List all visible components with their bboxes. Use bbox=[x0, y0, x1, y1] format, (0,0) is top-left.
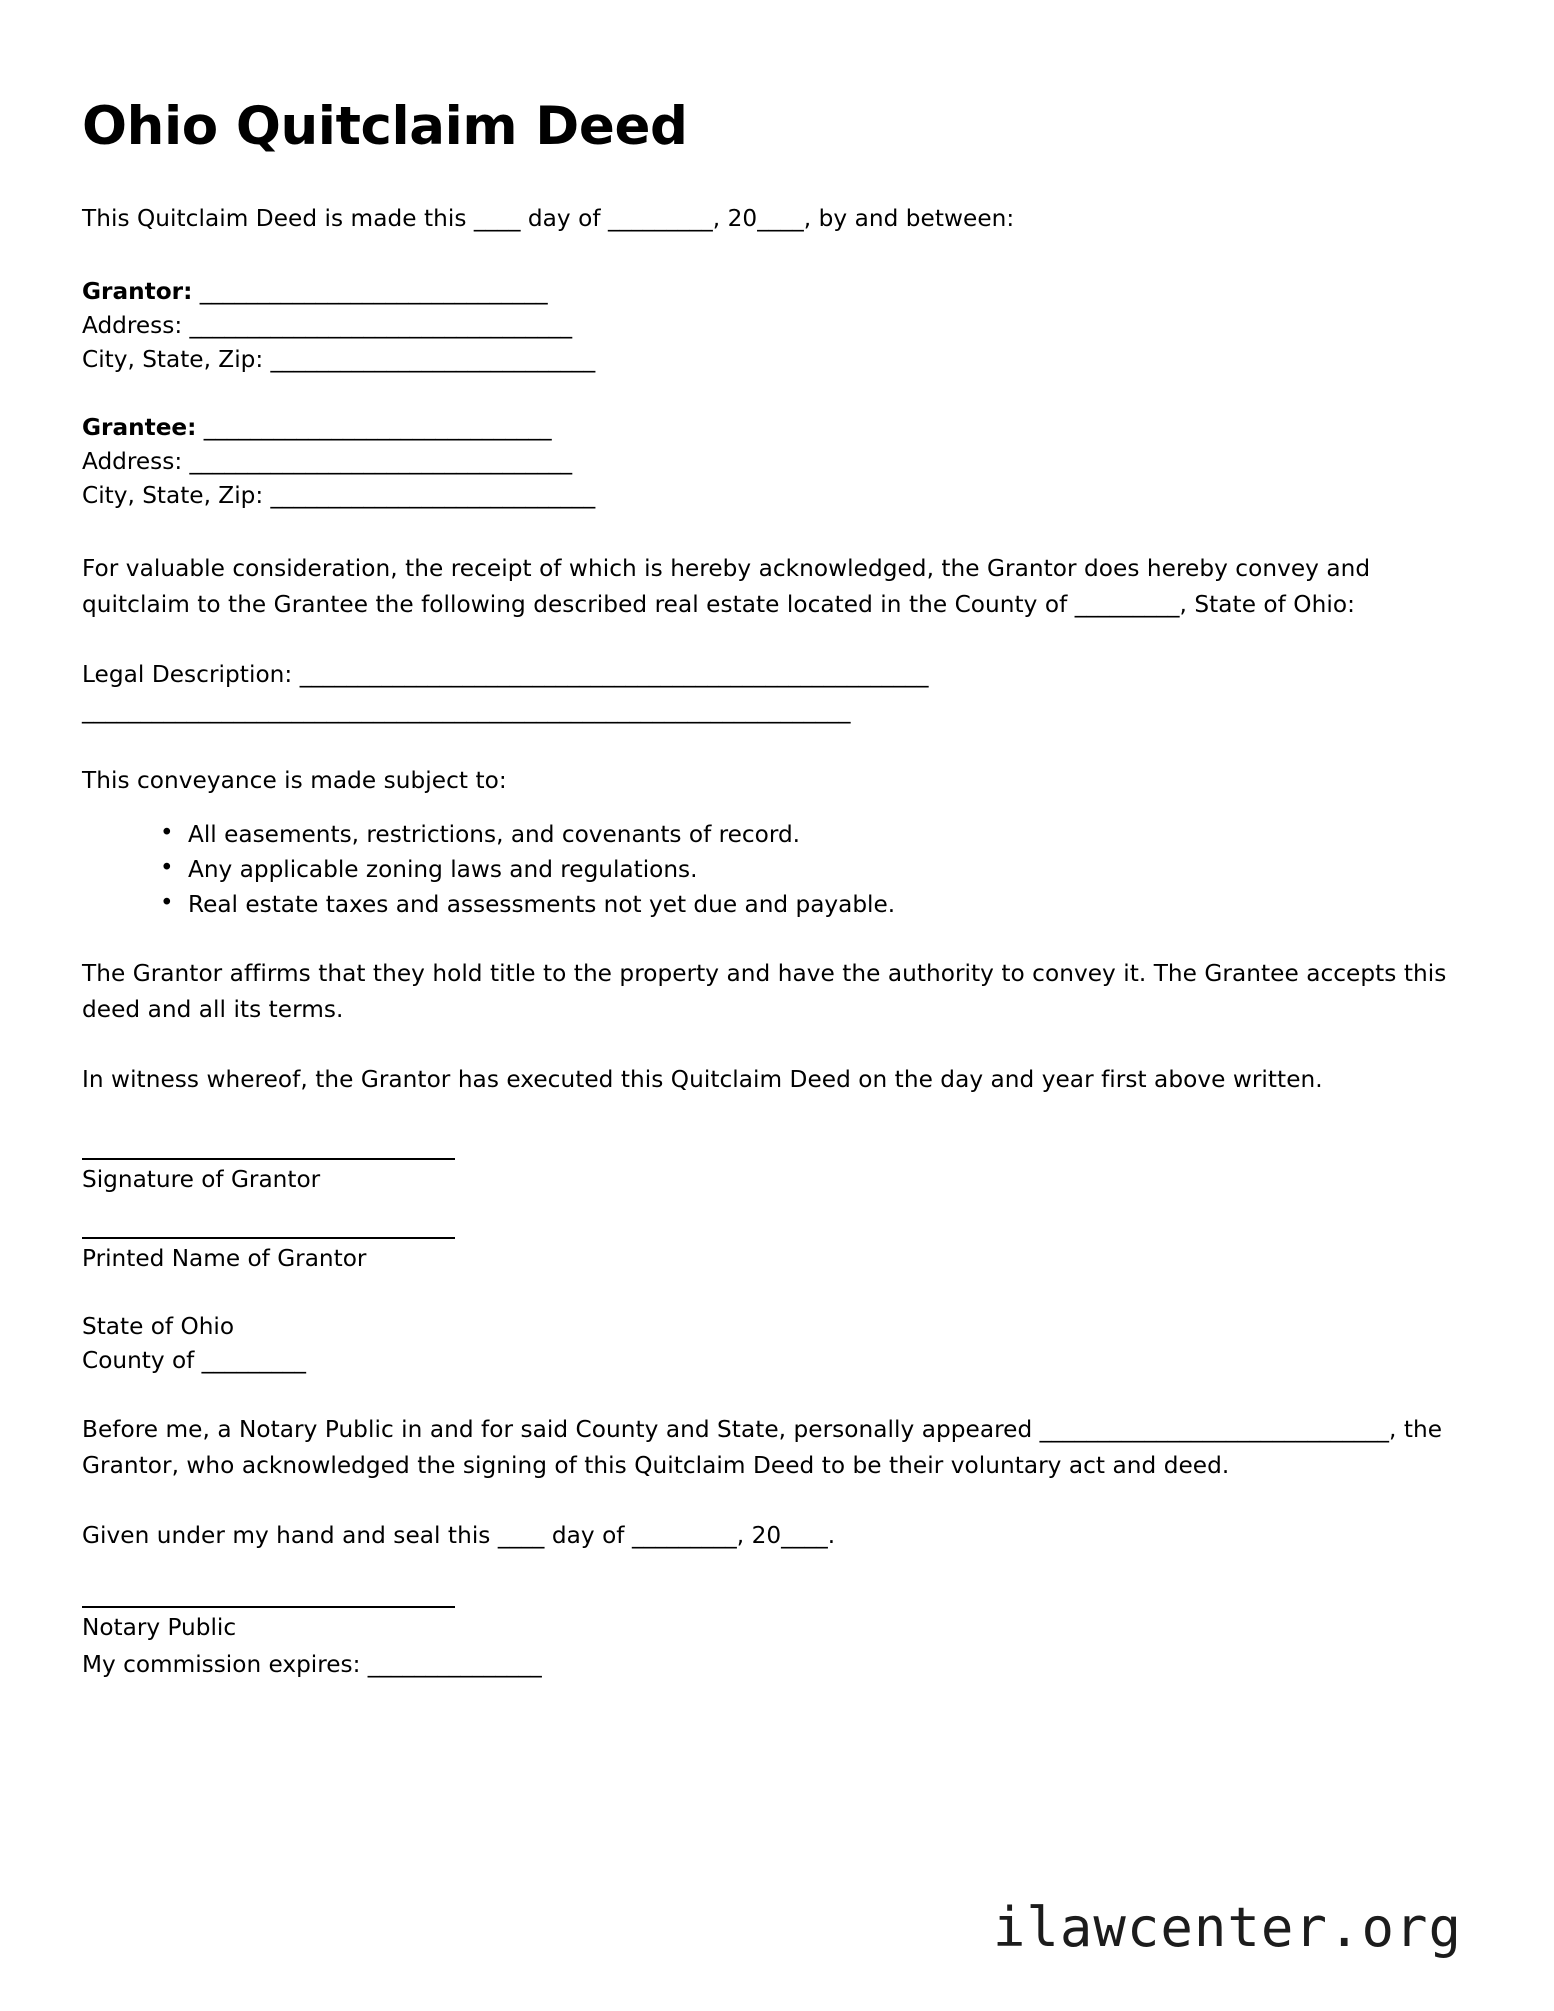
consideration-paragraph: For valuable consideration, the receipt of which is hereby acknowledged, the Grantor does hereby convey and quitclaim to the Grantee the following described real estate located in the County of _________, State of Ohio: bbox=[82, 555, 1371, 618]
grantor-block bbox=[82, 275, 1477, 377]
legal-description-line-2[interactable]: __________________________________________________________________ bbox=[82, 697, 851, 724]
grantee-label: Grantee: bbox=[82, 414, 197, 441]
subject-to-heading: This conveyance is made subject to: bbox=[82, 767, 507, 794]
list-item: • All easements, restrictions, and covenants of record. bbox=[160, 817, 1477, 852]
spacer bbox=[82, 1276, 1477, 1310]
spacer bbox=[82, 1028, 1477, 1062]
grantor-label: Grantor: bbox=[82, 278, 193, 305]
affirmation-paragraph: The Grantor affirms that they hold title to the property and have the authority to convey it. The Grantee accepts this deed and all its terms. bbox=[82, 960, 1447, 1023]
site-watermark: ilawcenter.org bbox=[992, 1896, 1462, 1959]
grantee-name-fill[interactable]: ______________________________ bbox=[196, 414, 552, 441]
notary-commission-line[interactable]: My commission expires: _______________ bbox=[82, 1651, 542, 1678]
notary-acknowledgment-paragraph[interactable]: Before me, a Notary Public in and for said County and State, personally appeared ______________________________, the Grantor, who acknowledged the signing of this Quitclaim Deed to be their voluntary act and deed. bbox=[82, 1416, 1443, 1479]
grantor-printed-name-block bbox=[82, 1237, 1477, 1276]
printed-name-rule[interactable] bbox=[82, 1237, 455, 1239]
notary-seal-line[interactable]: Given under my hand and seal this ____ day of _________, 20____. bbox=[82, 1522, 836, 1549]
subject-to-list bbox=[82, 817, 1477, 922]
spacer bbox=[82, 237, 1477, 275]
spacer bbox=[82, 729, 1477, 763]
notary-caption: Notary Public bbox=[82, 1614, 237, 1641]
grantor-address-line[interactable]: Address: _________________________________ bbox=[82, 312, 573, 339]
list-item: • Real estate taxes and assessments not yet due and payable. bbox=[160, 887, 1477, 922]
notary-state-line: State of Ohio bbox=[82, 1313, 235, 1340]
page-title: Ohio Quitclaim Deed bbox=[82, 96, 688, 157]
spacer bbox=[82, 1484, 1477, 1518]
document-content bbox=[82, 0, 1477, 1682]
grantee-address-line[interactable]: Address: _________________________________ bbox=[82, 448, 573, 475]
spacer bbox=[82, 623, 1477, 657]
spacer bbox=[82, 1378, 1477, 1412]
grantor-city-state-zip-line[interactable]: City, State, Zip: ____________________________ bbox=[82, 346, 596, 373]
spacer bbox=[82, 922, 1477, 956]
spacer bbox=[82, 1098, 1477, 1158]
intro-paragraph: This Quitclaim Deed is made this ____ day of _________, 20____, by and between: bbox=[82, 205, 1015, 232]
legal-description-line-1[interactable]: Legal Description: ______________________________________________________ bbox=[82, 661, 929, 688]
notary-county-line[interactable]: County of _________ bbox=[82, 1347, 307, 1374]
grantor-signature-block bbox=[82, 1158, 1477, 1197]
signature-caption: Signature of Grantor bbox=[82, 1166, 321, 1193]
grantee-name-line bbox=[82, 411, 1477, 445]
grantor-name-line bbox=[82, 275, 1477, 309]
printed-name-caption: Printed Name of Grantor bbox=[82, 1245, 367, 1272]
list-item: • Any applicable zoning laws and regulations. bbox=[160, 852, 1477, 887]
notary-signature-block bbox=[82, 1606, 1477, 1682]
spacer bbox=[82, 1554, 1477, 1606]
witness-paragraph: In witness whereof, the Grantor has executed this Quitclaim Deed on the day and year first above written. bbox=[82, 1066, 1323, 1093]
spacer bbox=[82, 513, 1477, 551]
signature-rule[interactable] bbox=[82, 1158, 455, 1160]
grantee-city-state-zip-line[interactable]: City, State, Zip: ____________________________ bbox=[82, 482, 596, 509]
spacer bbox=[82, 377, 1477, 411]
spacer bbox=[82, 1197, 1477, 1237]
notary-signature-rule[interactable] bbox=[82, 1606, 455, 1608]
notary-venue-block bbox=[82, 1310, 1477, 1378]
grantor-name-fill[interactable]: ______________________________ bbox=[192, 278, 548, 305]
grantee-block bbox=[82, 411, 1477, 513]
